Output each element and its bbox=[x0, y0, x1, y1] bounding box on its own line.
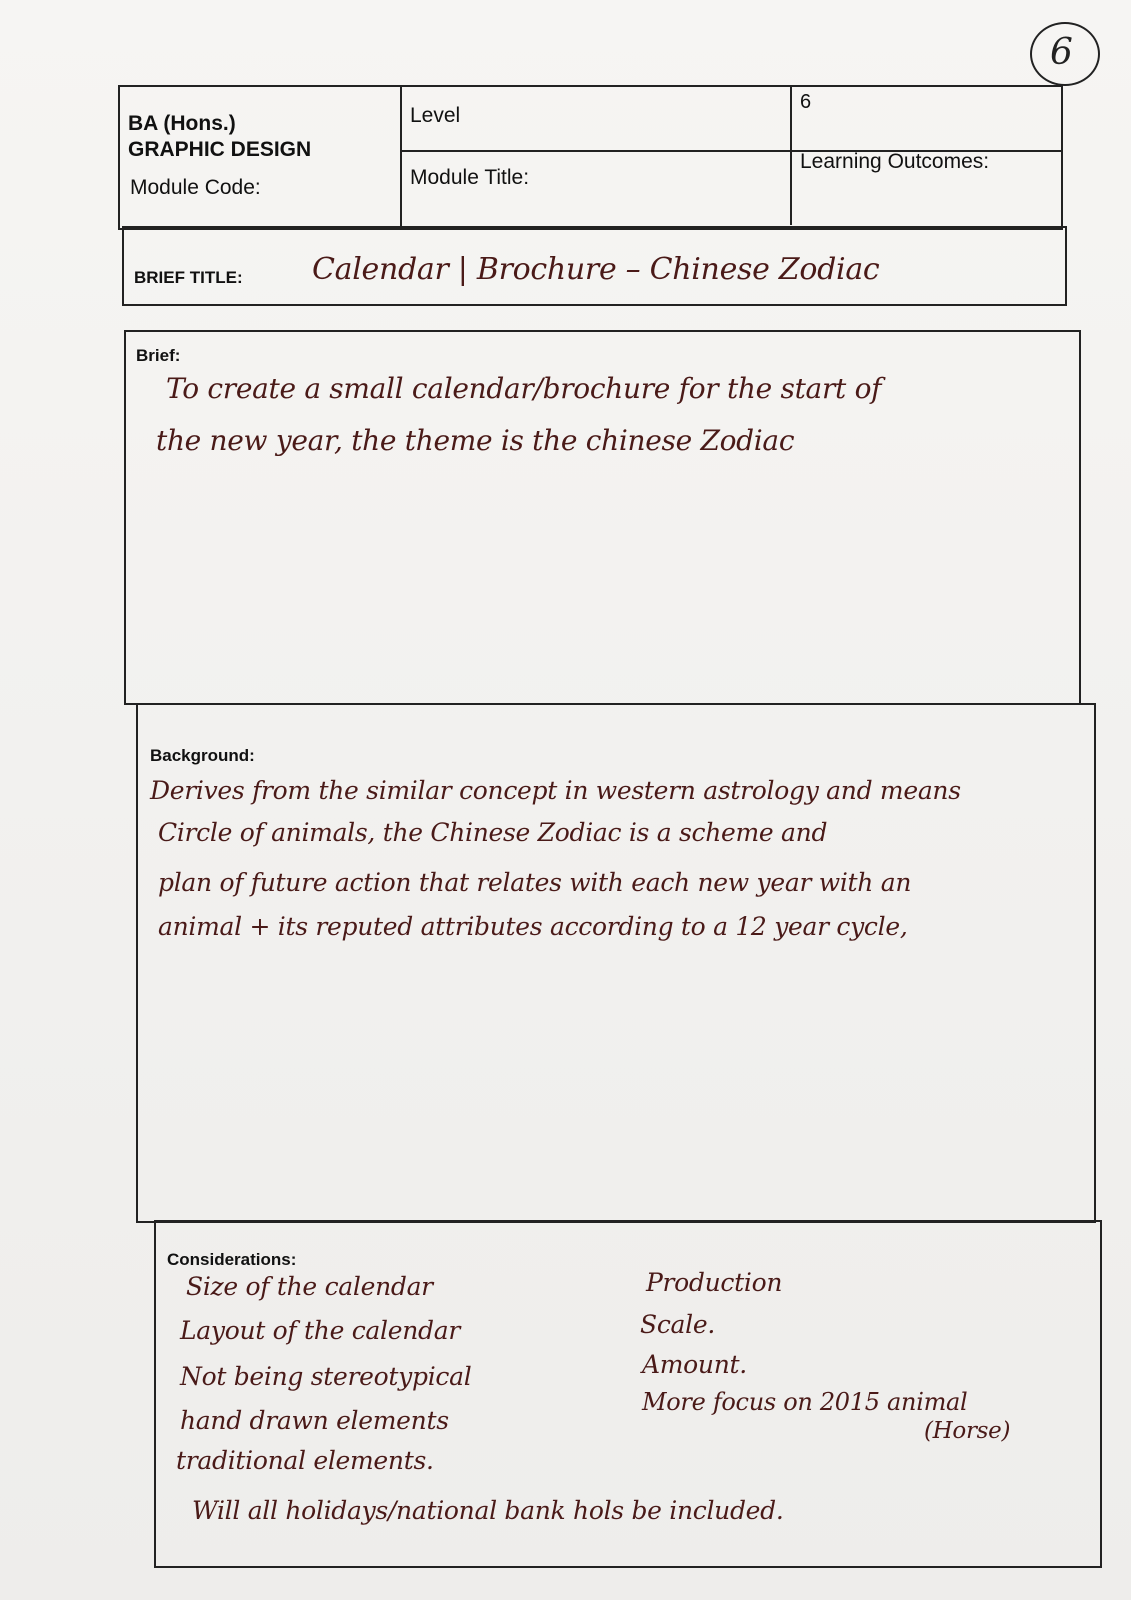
background-label: Background: bbox=[150, 746, 255, 765]
consideration-right-2: Scale. bbox=[640, 1310, 715, 1339]
consideration-left-3: Not being stereotypical bbox=[180, 1362, 472, 1391]
consideration-left-5: traditional elements. bbox=[176, 1446, 434, 1475]
header-divider-2 bbox=[790, 85, 792, 225]
considerations-label: Considerations: bbox=[167, 1250, 297, 1269]
header-divider-1 bbox=[400, 85, 402, 230]
brief-title-value: Calendar | Brochure – Chinese Zodiac bbox=[312, 252, 880, 287]
page-number: 6 bbox=[1050, 32, 1073, 73]
module-title-label: Module Title: bbox=[410, 166, 530, 189]
consideration-right-5: (Horse) bbox=[924, 1418, 1011, 1444]
background-line-2: Circle of animals, the Chinese Zodiac is a scheme and bbox=[158, 818, 828, 847]
brief-title-label: BRIEF TITLE: bbox=[134, 268, 243, 287]
consideration-left-1: Size of the calendar bbox=[186, 1272, 433, 1301]
background-line-3: plan of future action that relates with each new year with an bbox=[158, 868, 912, 897]
programme-title-line2: GRAPHIC DESIGN bbox=[128, 138, 312, 161]
consideration-final-line: Will all holidays/national bank hols be included. bbox=[192, 1496, 784, 1525]
programme-title-line1: BA (Hons.) bbox=[128, 112, 236, 135]
consideration-right-4: More focus on 2015 animal bbox=[642, 1388, 968, 1416]
consideration-right-1: Production bbox=[646, 1268, 783, 1297]
brief-line-1: To create a small calendar/brochure for the start of bbox=[166, 372, 882, 405]
background-line-1: Derives from the similar concept in western astrology and means bbox=[150, 776, 961, 805]
background-line-4: animal + its reputed attributes according to a 12 year cycle, bbox=[158, 912, 908, 941]
learning-outcomes-label: Learning Outcomes: bbox=[800, 150, 990, 173]
level-value: 6 bbox=[800, 91, 812, 113]
brief-label: Brief: bbox=[136, 346, 181, 365]
consideration-left-2: Layout of the calendar bbox=[180, 1316, 460, 1345]
level-label: Level bbox=[410, 104, 461, 127]
module-code-label: Module Code: bbox=[130, 176, 261, 199]
brief-line-2: the new year, the theme is the chinese Zodiac bbox=[156, 424, 795, 457]
consideration-right-3: Amount. bbox=[642, 1350, 747, 1379]
consideration-left-4: hand drawn elements bbox=[180, 1406, 449, 1435]
